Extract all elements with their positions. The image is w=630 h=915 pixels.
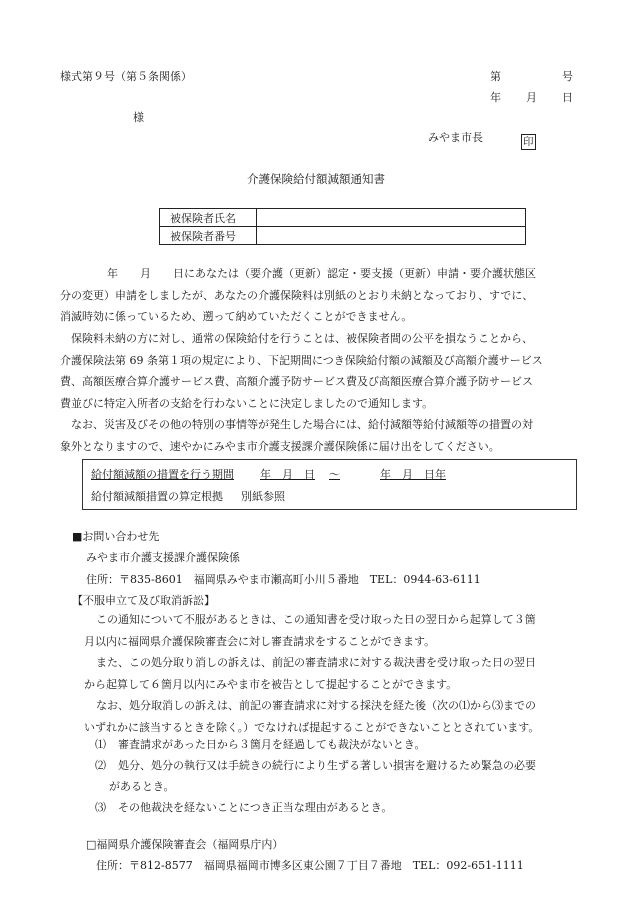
appeal-item-3 (95, 801, 392, 815)
seal-mark: 印 (523, 136, 534, 148)
review-board-address: 住所：〒812-8577 福岡県福岡市博多区東公園７丁目７番地 TEL：092-651-1111 (96, 859, 524, 872)
body-line: 費、高額医療合算介護サービス費、高額介護予防サービス費及び高額医療合算介護予防サービス (60, 375, 533, 388)
appeal-line: なお、処分取消しの訴えは、前記の審査請求に対する採決を経た後（次の⑴から⑶までの (96, 699, 536, 712)
reduction-basis-row (91, 488, 285, 504)
period-end-date: 年 月 日年 (380, 468, 446, 481)
form-number: 様式第９号（第５条関係） (60, 70, 192, 83)
reduction-period-box (82, 459, 577, 510)
insured-number-label: 被保険者番号 (160, 227, 257, 245)
appeal-item-2-continuation: があるとき。 (109, 780, 175, 793)
period-start-date: 年 月 日 (260, 468, 315, 481)
body-paragraph-3 (60, 414, 572, 457)
review-board-heading: □福岡県介護保険審査会（福岡県庁内） (86, 838, 284, 851)
appeal-body (84, 609, 572, 738)
body-line: 保険料未納の方に対し、通常の保険給付を行うことは、被保険者間の公平を損なうことから、 (71, 332, 533, 345)
appeal-item-2 (95, 759, 536, 773)
item-number: ⑴ (95, 738, 106, 751)
date-year: 年 (490, 91, 501, 104)
contact-address: 住所：〒835-8601 福岡県みやま市瀬高町小川５番地 TEL：0944-63-6111 (86, 573, 481, 586)
reduction-basis-value: 別紙参照 (241, 490, 285, 503)
insured-name-value (257, 209, 526, 227)
body-line: 分の変更）申請をしましたが、あなたの介護保険料は別紙のとおり未納となっており、すでに、 (60, 288, 534, 302)
reduction-basis-label: 給付額減額措置の算定根拠 (91, 490, 223, 503)
insured-name-label: 被保険者氏名 (160, 209, 257, 227)
contact-heading: ■お問い合わせ先 (72, 530, 160, 543)
date-day: 日 (562, 91, 573, 104)
table-row (160, 209, 526, 227)
appeal-line: いずれかに該当するときを除く。）でなければ提起することができないこととされています。 (84, 720, 540, 734)
body-paragraph-1 (60, 263, 572, 328)
table-row (160, 227, 526, 245)
body-line: 象外となりますので、速やかにみやま市介護支援課介護保険係に届け出をしてください。 (60, 439, 500, 453)
body-line: 年 月 日にあなたは（要介護（更新）認定・要支援（更新）申請・要介護状態区 (107, 267, 536, 280)
body-paragraph-2 (60, 328, 572, 414)
appeal-line: から起算して６箇月以内にみやま市を被告として提起することができます。 (84, 677, 458, 691)
appeal-item-1 (95, 738, 425, 752)
appeal-line: 月以内に福岡県介護保険審査会に対し審査請求をすることができます。 (84, 634, 436, 648)
insured-info-table (159, 208, 526, 245)
reduction-period-label: 給付額減額の措置を行う期間 (91, 468, 234, 481)
document-title: 介護保険給付額減額通知書 (247, 172, 385, 186)
item-text: 処分、処分の執行又は手続きの続行により生ずる著しい損害を避けるため緊急の必要 (118, 759, 536, 772)
body-line: 消滅時効に係っているため、遡って納めていただくことができません。 (60, 310, 413, 323)
item-text: 審査請求があった日から３箇月を経過しても裁決がないとき。 (118, 738, 426, 751)
item-number: ⑶ (95, 801, 106, 814)
appeal-line: この通知について不服があるときは、この通知書を受け取った日の翌日から起算して３箇 (96, 613, 536, 626)
body-line: 介護保険法第 69 条第１項の規定により、下記期間につき保険給付額の減額及び高額介護サービス (60, 353, 543, 367)
issuer-name: みやま市長 (428, 131, 483, 144)
addressee-honorific: 様 (133, 111, 144, 124)
body-line: 費並びに特定入所者の支給を行わないことに決定しましたので通知します。 (60, 396, 434, 410)
reduction-period-row (91, 466, 446, 482)
item-text: その他裁決を経ないことにつき正当な理由があるとき。 (118, 801, 393, 814)
document-number-prefix: 第 (490, 70, 501, 83)
appeal-line: また、この処分取り消しの訴えは、前記の審査請求に対する裁決書を受け取った日の翌日 (96, 656, 536, 669)
document-number-suffix: 号 (562, 70, 573, 83)
body-line: なお、災害及びその他の特別の事情等が発生した場合には、給付減額等給付減額等の措置の対 (71, 418, 533, 431)
contact-department: みやま市介護支援課介護保険係 (86, 551, 240, 564)
period-tilde: ～ (329, 468, 340, 481)
insured-number-value (257, 227, 526, 245)
date-month: 月 (526, 91, 537, 104)
item-number: ⑵ (95, 759, 106, 772)
appeal-heading: 【不服申立て及び取消訴訟】 (72, 594, 215, 607)
